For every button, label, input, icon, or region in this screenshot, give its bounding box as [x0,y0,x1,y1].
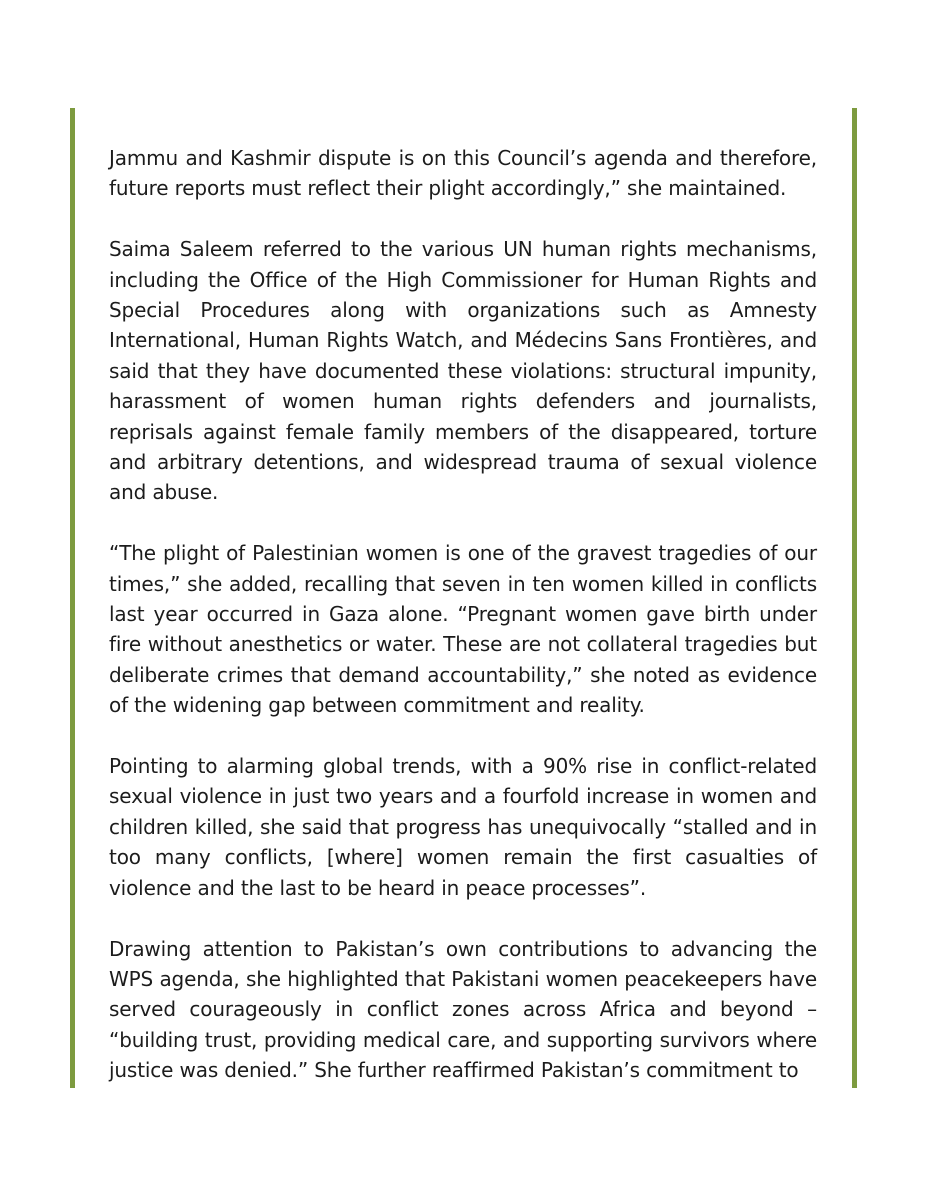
article-body [109,143,817,1086]
right-accent-rule [852,108,857,1088]
left-accent-rule [70,108,75,1088]
paragraph-palestinian-women: “The plight of Palestinian women is one of the gravest tragedies of our times,” she added, recalling that seven in ten women killed in conflicts last year occurred in Gaza alone. “Pregnant women gave birth under fire without anesthetics or water. These are not collateral tragedies but deliberate crimes that demand accountability,” she noted as evidence of the widening gap between commitment and reality. [109,541,817,718]
paragraph-un-mechanisms: Saima Saleem referred to the various UN human rights mechanisms, including the Office of the High Commissioner for Human Rights and Special Procedures along with organizations such as Amnesty International, Human Rights Watch, and Médecins Sans Frontières, and said that they have documented these violations: structural impunity, harassment of women human rights defenders and journalists, reprisals against female family members of the disappeared, torture and arbitrary detentions, and widespread trauma of sexual violence and abuse. [109,237,817,505]
paragraph-global-trends: Pointing to alarming global trends, with a 90% rise in conflict-related sexual violence in just two years and a fourfold increase in women and children killed, she said that progress has unequivocally “stalled and in too many conflicts, [where] women remain the first casualties of violence and the last to be heard in peace processes”. [109,754,817,900]
paragraph-pakistan-contributions: Drawing attention to Pakistan’s own contributions to advancing the WPS agenda, she highlighted that Pakistani women peacekeepers have served courageously in conflict zones across Africa and beyond – “building trust, providing medical care, and supporting survivors where justice was denied.” She further reaffirmed Pakistan’s commitment to [109,936,817,1083]
paragraph-kashmir-plight: Jammu and Kashmir dispute is on this Council’s agenda and therefore, future reports must reflect their plight accordingly,” she maintained. [109,146,817,201]
